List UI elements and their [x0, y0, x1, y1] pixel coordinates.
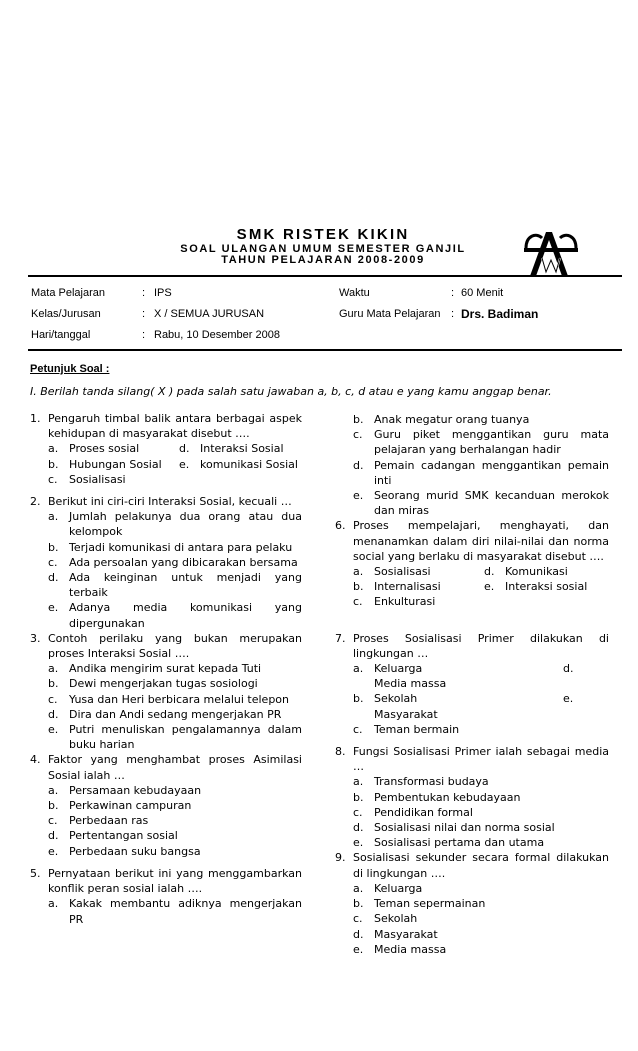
option-letter: d. — [48, 571, 59, 585]
option-b — [353, 691, 563, 706]
option-text: Ada persoalan yang dibicarakan bersama — [69, 555, 298, 569]
mata-pelajaran-value: IPS — [154, 287, 172, 299]
hari-label: Hari/tanggal — [31, 329, 91, 341]
question-number: 6. — [335, 519, 346, 533]
option-text: Sosialisasi — [374, 565, 431, 579]
school-name: SMK RISTEK KIKIN — [236, 226, 410, 243]
exam-year: TAHUN PELAJARAN 2008-2009 — [221, 254, 425, 266]
option-text: Yusa dan Heri berbicara melalui telepon — [69, 692, 290, 706]
option-a — [48, 661, 302, 676]
question-number: 2. — [30, 495, 41, 509]
option-letter: d. — [353, 821, 364, 835]
option-row — [353, 564, 609, 579]
option-d — [353, 927, 609, 942]
option-letter: e. — [179, 457, 190, 471]
option-letter: b. — [48, 457, 59, 471]
option-letter: a. — [48, 783, 59, 797]
option-letter: b. — [353, 692, 364, 706]
option-text: Media massa — [374, 677, 447, 691]
option-text: Transformasi budaya — [374, 775, 489, 789]
option-letter: e. — [353, 489, 364, 503]
question-number: 9. — [335, 851, 346, 865]
option-letter: e. — [353, 942, 364, 956]
question-number: 8. — [335, 745, 346, 759]
option-letter: d. — [353, 927, 364, 941]
option-d — [48, 828, 302, 843]
option-letter: d. — [179, 442, 190, 456]
mata-pelajaran-label: Mata Pelajaran — [31, 287, 105, 299]
question-number: 4. — [30, 753, 41, 767]
question-stem: Proses mempelajari, menghayati, dan menanamkan dalam diri nilai-nilai dan norma social yang berlaku di masyarakat disebut …. — [353, 519, 609, 563]
option-e — [484, 579, 587, 594]
instruction-text: I. Berilah tanda silang( X ) pada salah satu jawaban a, b, c, d atau e yang kamu anggap benar. — [30, 385, 552, 398]
option-b — [353, 896, 609, 911]
option-text: Internalisasi — [374, 580, 441, 594]
hari-value: Rabu, 10 Desember 2008 — [154, 329, 280, 341]
option-letter: d. — [353, 458, 364, 472]
option-a — [353, 881, 609, 896]
option-letter: a. — [48, 442, 59, 456]
question-stem: Fungsi Sosialisasi Primer ialah sebagai media … — [353, 745, 609, 774]
option-letter: d. — [48, 707, 59, 721]
option-d — [353, 820, 609, 835]
info-divider — [28, 349, 622, 351]
option-c — [353, 722, 609, 737]
option-text: Enkulturasi — [374, 595, 436, 609]
option-letter: c. — [353, 912, 363, 926]
question-5 — [30, 866, 302, 927]
option-text: Kakak membantu adiknya mengerjakan PR — [69, 897, 302, 926]
option-text: Pendidikan formal — [374, 805, 473, 819]
option-text: Hubungan Sosial — [69, 457, 162, 471]
option-a — [353, 564, 484, 579]
option-a — [353, 661, 563, 676]
option-text: Teman sepermainan — [374, 897, 486, 911]
option-letter: a. — [48, 510, 59, 524]
option-letter: c. — [353, 722, 363, 736]
option-text: Ada keinginan untuk menjadi yang terbaik — [69, 571, 302, 600]
option-letter: e. — [48, 844, 59, 858]
question-stem: Pernyataan berikut ini yang menggambarkan konflik peran sosial ialah …. — [48, 866, 302, 896]
questions-right-column — [335, 412, 609, 957]
option-e — [353, 835, 609, 850]
option-text: Jumlah pelakunya dua orang atau dua kelompok — [69, 510, 302, 539]
guru-value: Drs. Badiman — [461, 307, 539, 321]
option-e-text — [353, 707, 609, 722]
option-letter: b. — [353, 580, 364, 594]
option-letter: a. — [48, 662, 59, 676]
option-d — [48, 707, 302, 722]
option-d — [179, 441, 284, 456]
option-letter: a. — [48, 897, 59, 911]
option-letter: e. — [353, 836, 364, 850]
option-e — [353, 942, 609, 957]
question-number: 3. — [30, 631, 41, 645]
option-letter: b. — [48, 799, 59, 813]
school-logo-icon — [522, 228, 580, 278]
questions-left-column — [30, 411, 302, 927]
option-e — [48, 844, 302, 859]
question-4 — [30, 752, 302, 858]
option-d-text — [353, 676, 609, 691]
option-a — [48, 783, 302, 798]
option-text: Dewi mengerjakan tugas sosiologi — [69, 677, 258, 691]
question-1 — [30, 411, 302, 487]
option-d — [353, 458, 609, 488]
option-text: Pembentukan kebudayaan — [374, 790, 521, 804]
exam-title — [158, 244, 488, 266]
option-e — [48, 600, 302, 630]
question-3 — [30, 631, 302, 753]
option-letter: b. — [353, 790, 364, 804]
option-text: Keluarga — [374, 662, 423, 676]
option-e — [179, 457, 298, 472]
option-text: Sekolah — [374, 912, 418, 926]
question-stem: Sosialisasi sekunder secara formal dilakukan di lingkungan …. — [353, 851, 609, 880]
option-letter: d. — [484, 565, 495, 579]
option-e — [353, 488, 609, 518]
question-6 — [335, 518, 609, 609]
option-text: Teman bermain — [374, 722, 460, 736]
question-stem: Faktor yang menghambat proses Asimilasi Sosial ialah … — [48, 753, 302, 782]
kelas-label: Kelas/Jurusan — [31, 308, 101, 320]
option-row — [353, 691, 609, 706]
option-text: Seorang murid SMK kecanduan merokok dan miras — [374, 489, 609, 518]
option-row — [48, 457, 302, 472]
question-stem: Proses Sosialisasi Primer dilakukan di lingkungan … — [353, 631, 609, 660]
option-c — [48, 692, 302, 707]
question-number: 5. — [30, 866, 41, 880]
option-letter: b. — [48, 677, 59, 691]
question-9 — [335, 850, 609, 956]
option-text: Masyarakat — [374, 927, 438, 941]
option-row — [353, 661, 609, 676]
option-letter: b. — [48, 540, 59, 554]
option-letter: c. — [353, 428, 363, 442]
option-text: Perbedaan suku bangsa — [69, 844, 201, 858]
option-text: Anak megatur orang tuanya — [374, 413, 530, 426]
option-b — [353, 412, 609, 427]
option-text: Andika mengirim surat kepada Tuti — [69, 662, 262, 676]
option-text: Proses sosial — [69, 442, 140, 456]
question-stem: Contoh perilaku yang bukan merupakan proses Interaksi Sosial …. — [48, 631, 302, 661]
option-letter: c. — [353, 805, 363, 819]
option-a — [353, 774, 609, 789]
waktu-colon: : — [451, 287, 455, 299]
guru-label: Guru Mata Pelajaran — [339, 308, 441, 320]
option-b — [48, 676, 302, 691]
kelas-value: X / SEMUA JURUSAN — [154, 308, 265, 320]
option-a — [48, 441, 179, 456]
option-text: Sosialisasi pertama dan utama — [374, 836, 545, 850]
option-text: Komunikasi — [505, 565, 568, 579]
option-c — [48, 555, 302, 570]
option-b — [353, 790, 609, 805]
waktu-label: Waktu — [339, 287, 370, 299]
option-text: komunikasi Sosial — [200, 457, 298, 471]
option-text: Pemain cadangan menggantikan pemain inti — [374, 458, 609, 487]
option-text: Interaksi sosial — [505, 580, 588, 594]
question-7 — [335, 631, 609, 737]
option-letter-d: d. — [563, 662, 574, 676]
option-a — [48, 509, 302, 539]
option-text: Media massa — [374, 942, 447, 956]
option-text: Sosialisasi — [69, 472, 126, 486]
question-2 — [30, 494, 302, 631]
option-text: Keluarga — [374, 881, 423, 895]
option-letter-e: e. — [563, 692, 574, 706]
option-letter: c. — [48, 692, 58, 706]
option-letter: e. — [48, 601, 59, 615]
option-letter: a. — [353, 565, 364, 579]
option-text: Perbedaan ras — [69, 814, 149, 828]
option-c — [353, 805, 609, 820]
option-letter: e. — [484, 580, 495, 594]
option-letter: c. — [48, 814, 58, 828]
option-e — [48, 722, 302, 752]
option-text: Interaksi Sosial — [200, 442, 284, 456]
option-c — [353, 427, 609, 457]
option-text: Adanya media komunikasi yang dipergunakan — [69, 601, 302, 630]
guru-colon: : — [451, 308, 455, 320]
question-stem: Pengaruh timbal balik antara berbagai aspek kehidupan di masyarakat disebut …. — [48, 412, 302, 441]
option-c — [48, 472, 302, 487]
kelas-colon: : — [142, 308, 146, 320]
question-5-continued — [335, 412, 609, 518]
exam-name: SOAL ULANGAN UMUM SEMESTER GANJIL — [180, 243, 466, 255]
option-b — [48, 540, 302, 555]
petunjuk-title: Petunjuk Soal : — [30, 363, 110, 375]
option-b — [48, 457, 179, 472]
option-letter: b. — [353, 413, 364, 426]
option-letter: c. — [48, 472, 58, 486]
option-letter: d. — [48, 829, 59, 843]
option-a — [48, 896, 302, 926]
option-text: Pertentangan sosial — [69, 829, 178, 843]
option-d — [484, 564, 568, 579]
option-letter: c. — [48, 555, 58, 569]
option-b — [48, 798, 302, 813]
mata-pelajaran-colon: : — [142, 287, 146, 299]
option-d — [48, 570, 302, 600]
option-text: Perkawinan campuran — [69, 799, 192, 813]
option-text: Masyarakat — [374, 707, 438, 721]
option-text: Sosialisasi nilai dan norma sosial — [374, 821, 555, 835]
header-divider — [28, 275, 622, 277]
option-text: Dira dan Andi sedang mengerjakan PR — [69, 707, 282, 721]
option-letter: c. — [353, 595, 363, 609]
option-c — [353, 594, 609, 609]
question-number: 7. — [335, 631, 346, 645]
option-letter: a. — [353, 775, 364, 789]
option-letter: e. — [48, 723, 59, 737]
option-row — [48, 441, 302, 456]
question-8 — [335, 744, 609, 850]
hari-colon: : — [142, 329, 146, 341]
option-b — [353, 579, 484, 594]
waktu-value: 60 Menit — [461, 287, 504, 299]
option-text: Sekolah — [374, 692, 418, 706]
option-text: Persamaan kebudayaan — [69, 783, 202, 797]
option-letter: a. — [353, 881, 364, 895]
option-letter: b. — [353, 897, 364, 911]
option-row — [353, 579, 609, 594]
option-c — [48, 813, 302, 828]
option-c — [353, 911, 609, 926]
option-text: Terjadi komunikasi di antara para pelaku — [69, 540, 293, 554]
option-text: Guru piket menggantikan guru mata pelajaran yang berhalangan hadir — [374, 428, 609, 457]
question-stem: Berikut ini ciri-ciri Interaksi Sosial, kecuali … — [48, 495, 292, 509]
option-letter: a. — [353, 662, 364, 676]
option-text: Putri menuliskan pengalamannya dalam buku harian — [69, 723, 302, 752]
question-number: 1. — [30, 412, 41, 425]
